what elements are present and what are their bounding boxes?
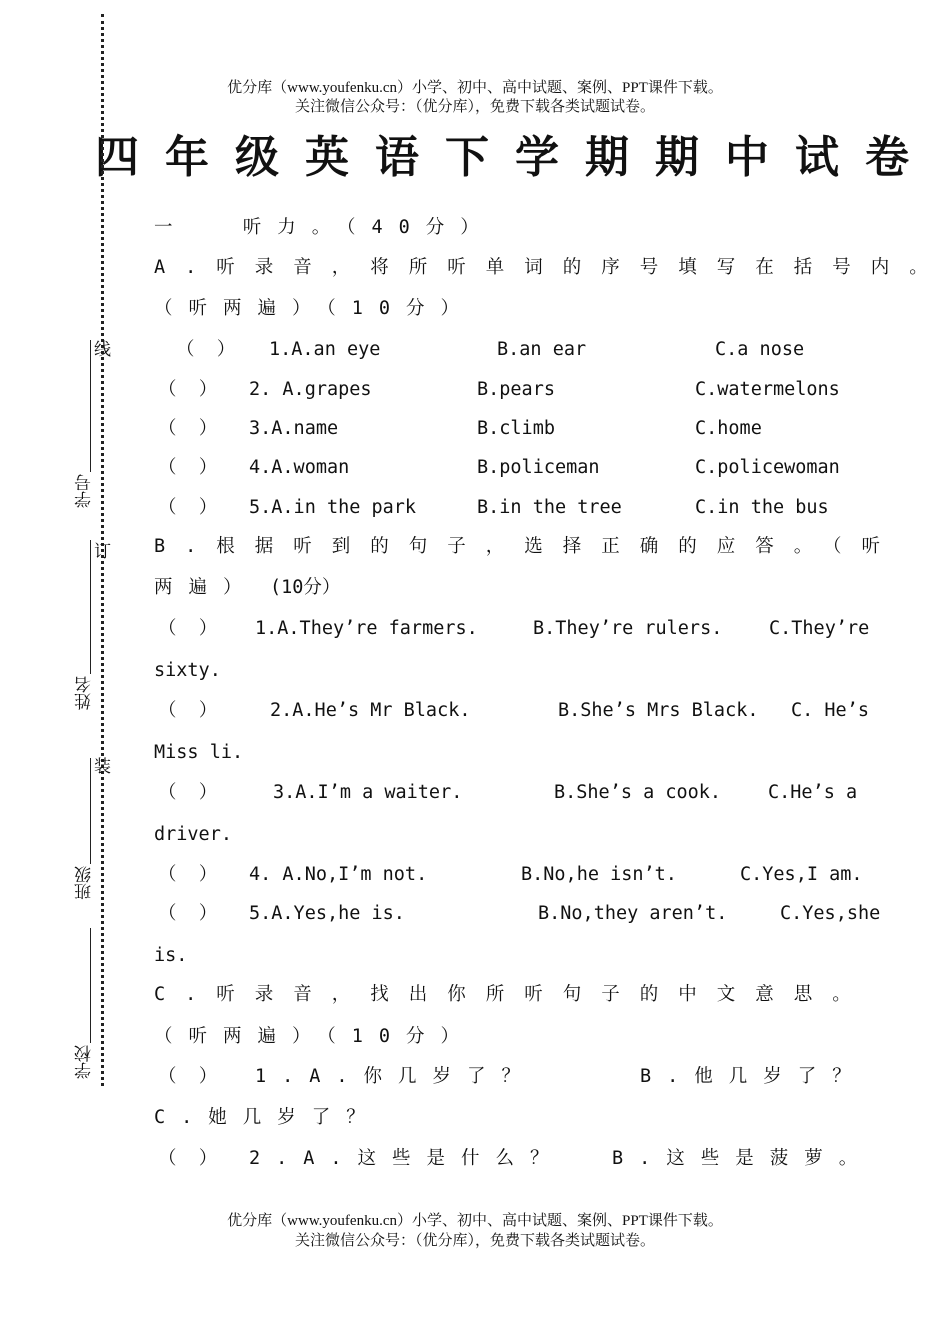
option-b: B.in the tree [477,497,622,518]
binding-name-label: 姓名 [75,676,95,710]
binding-xian: 线 [94,340,111,360]
option-b: B.他几岁了？ [640,1066,867,1087]
page-title: 四年级英语下学期期中试卷 [95,132,935,183]
binding-class-underline [90,758,91,864]
binding-school-label: 学校 [75,1045,95,1079]
binding-ding: 订 [94,542,111,562]
part-c-instruction-cont: （听两遍）（10分） [154,1026,476,1047]
option-b: B.She’s a cook. [554,782,722,803]
option-b: B.No,he isn’t. [521,864,677,885]
option-a: 1.A.你几岁了？ [255,1066,537,1087]
option-c: C.她几岁了？ [154,1107,381,1128]
option-a: 1.A.an eye [269,339,381,360]
section-heading: 一 听力。（40分） [154,217,495,238]
answer-bracket[interactable]: （ ） [158,497,218,518]
option-a: 5.A.in the park [249,497,417,518]
answer-bracket[interactable]: （ ） [158,1148,218,1169]
option-c: C.Yes,I am. [740,864,863,885]
option-a: 2.A.He’s Mr Black. [270,700,471,721]
footer-line-1: 优分库（www.youfenku.cn）小学、初中、高中试题、案例、PPT课件下载。 [227,1213,723,1229]
option-c-continued: driver. [154,824,232,845]
answer-bracket[interactable]: （ ） [158,618,218,639]
option-b: B.No,they aren’t. [538,903,728,924]
binding-zhuang: 装 [94,757,111,777]
part-a-instruction: A.听录音，将所听单词的序号填写在括号内。 [154,257,948,278]
option-c: C.a nose [715,339,805,360]
answer-bracket[interactable]: （ ） [158,457,218,478]
option-b: B.pears [477,379,555,400]
option-c-continued: sixty. [154,660,221,681]
option-c: C.He’s a [768,782,858,803]
option-a: 4.A.woman [249,457,350,478]
binding-class-label: 班级 [75,866,95,900]
option-a: 3.A.name [249,418,339,439]
binding-id-label: 学号 [75,474,95,508]
answer-bracket[interactable]: （ ） [158,700,218,721]
option-a: 4. A.No,I’m not. [249,864,428,885]
option-b: B.climb [477,418,555,439]
answer-bracket[interactable]: （ ） [158,864,218,885]
option-a: 1.A.They’re farmers. [255,618,478,639]
part-b-instruction-cont: 两遍） [154,577,258,598]
answer-bracket[interactable]: （ ） [158,418,218,439]
part-b-instruction: B.根据听到的句子，选择正确的应答。（听 [154,536,901,557]
header-line-2: 关注微信公众号：（优分库），免费下载各类试题试卷。 [294,99,655,115]
part-c-instruction: C.听录音，找出你所听句子的中文意思。 [154,984,871,1005]
option-c: C.in the bus [695,497,829,518]
option-c-continued: Miss li. [154,742,244,763]
answer-bracket[interactable]: （ ） [158,379,218,400]
part-b-score: (10分） [270,577,341,598]
option-a: 2.A.这些是什么？ [249,1148,565,1169]
option-c-continued: is. [154,945,188,966]
option-a: 3.A.I’m a waiter. [273,782,463,803]
option-c: C.watermelons [695,379,840,400]
option-c: C.policewoman [695,457,840,478]
option-b: B.policeman [477,457,600,478]
option-b: B.They’re rulers. [533,618,723,639]
option-c: C.They’re [769,618,870,639]
header-line-1: 优分库（www.youfenku.cn）小学、初中、高中试题、案例、PPT课件下载。 [227,80,723,96]
option-c: C.home [695,418,762,439]
answer-bracket[interactable]: （ ） [176,339,236,360]
footer-line-2: 关注微信公众号：（优分库），免费下载各类试题试卷。 [294,1233,655,1249]
part-a-instruction-cont: （听两遍）（10分） [154,298,476,319]
answer-bracket[interactable]: （ ） [158,1066,218,1087]
answer-bracket[interactable]: （ ） [158,903,218,924]
option-c: C. He’s [791,700,869,721]
answer-bracket[interactable]: （ ） [158,782,218,803]
option-b: B.She’s Mrs Black. [558,700,759,721]
binding-name-underline [90,540,91,674]
binding-school-underline [90,928,91,1043]
option-c: C.Yes,she [780,903,881,924]
option-b: B.an ear [497,339,587,360]
option-a: 2. A.grapes [249,379,372,400]
option-b: B.这些是菠萝。 [612,1148,874,1169]
binding-id-underline [90,340,91,472]
option-a: 5.A.Yes,he is. [249,903,405,924]
